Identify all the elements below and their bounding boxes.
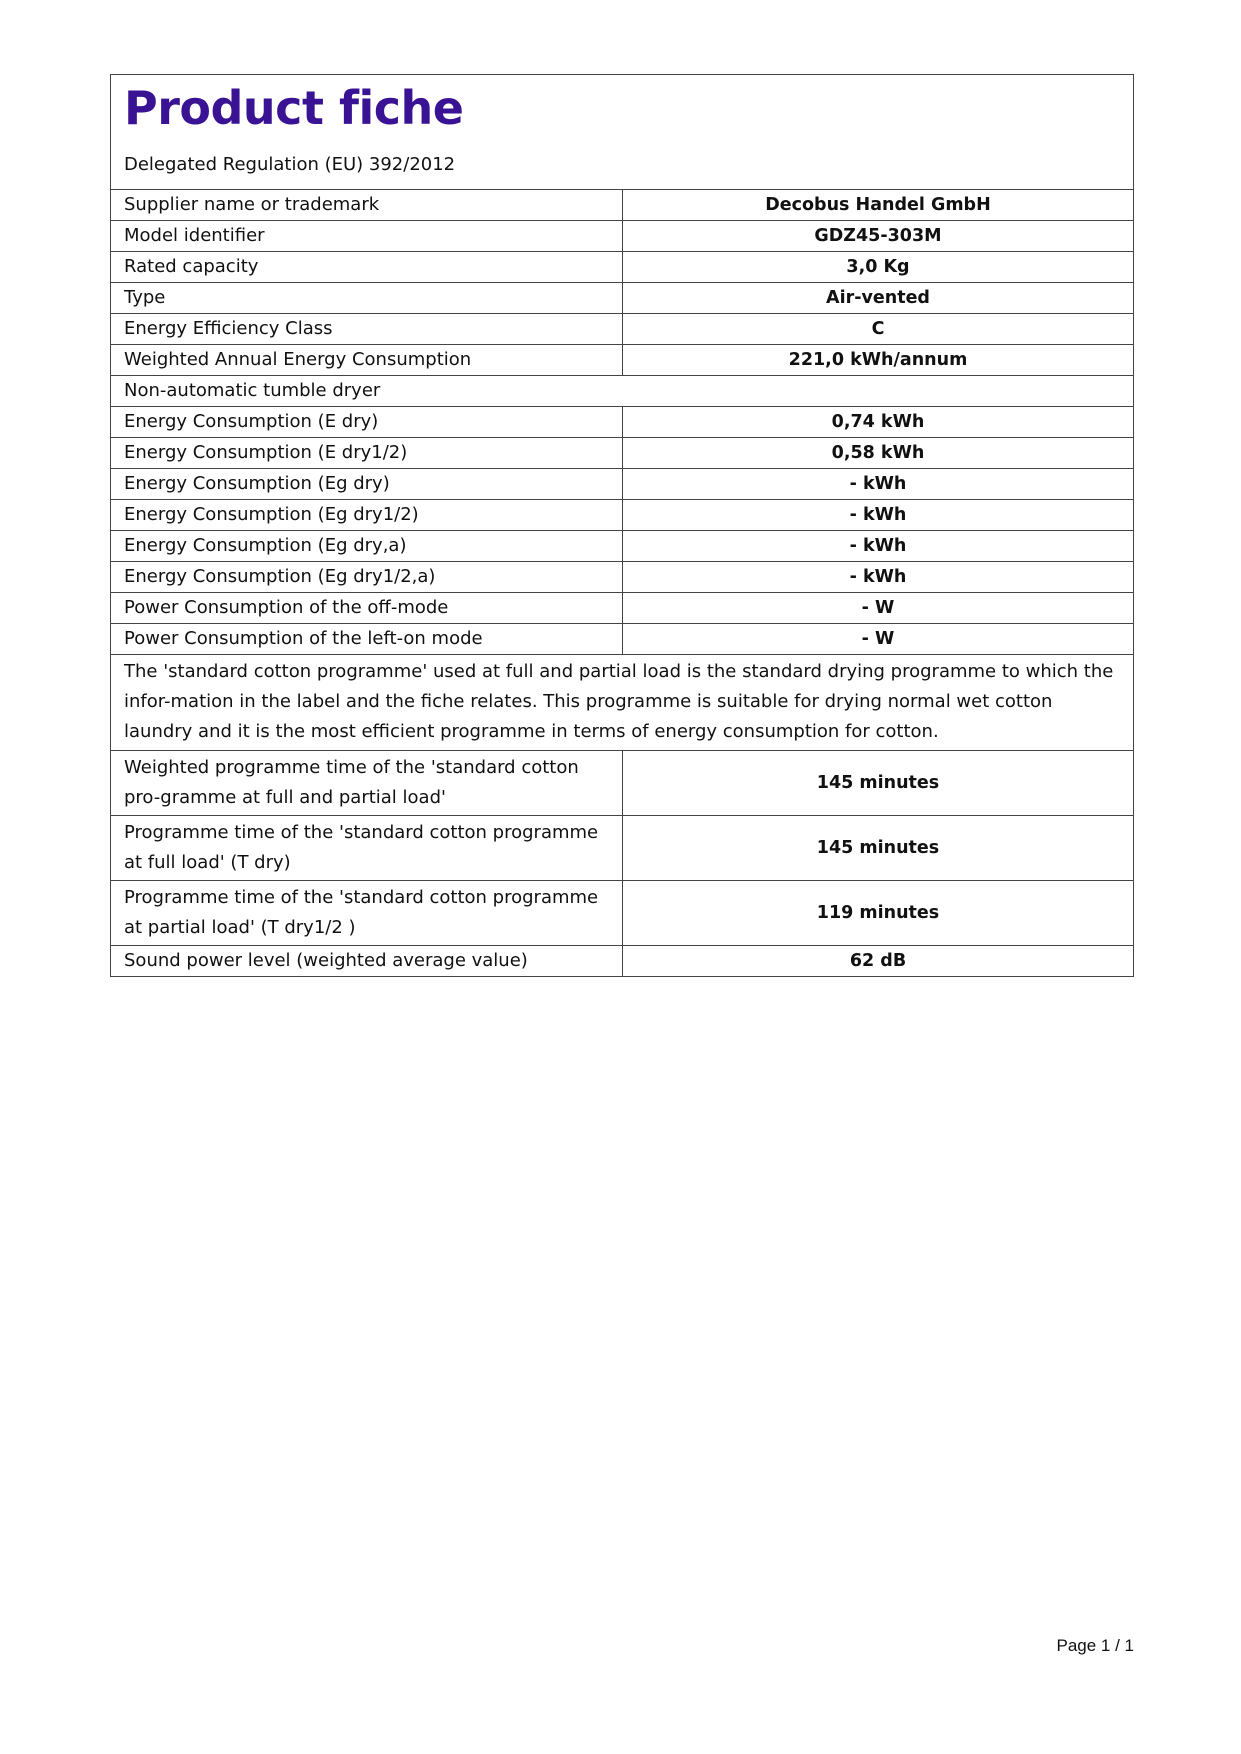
row-label: Rated capacity	[111, 252, 623, 283]
row-value: Decobus Handel GmbH	[765, 195, 991, 215]
regulation-subtitle: Delegated Regulation (EU) 392/2012	[124, 154, 456, 175]
row-label: Programme time of the 'standard cotton programme at full load' (T dry)	[111, 816, 623, 881]
row-label: Energy Consumption (Eg dry)	[111, 469, 623, 500]
row-label: Programme time of the 'standard cotton programme at partial load' (T dry1/2 )	[111, 881, 623, 946]
row-label: Power Consumption of the off-mode	[111, 593, 623, 624]
row-value: 0,58 kWh	[623, 438, 1134, 469]
table-row	[111, 751, 1133, 816]
row-value: - W	[623, 624, 1134, 655]
table-row	[111, 531, 1133, 562]
section-label: Non-automatic tumble dryer	[111, 376, 1133, 407]
row-value: 145 minutes	[623, 816, 1134, 881]
table-row	[111, 438, 1133, 469]
page-number: Page 1 / 1	[1056, 1636, 1134, 1655]
table-row-note	[111, 655, 1133, 751]
row-value: 62 dB	[623, 946, 1134, 977]
fiche-table	[111, 190, 1133, 976]
row-value: 0,74 kWh	[623, 407, 1134, 438]
row-value: - W	[623, 593, 1134, 624]
row-label: Weighted programme time of the 'standard cotton pro-gramme at full and partial load'	[111, 751, 623, 816]
table-row	[111, 816, 1133, 881]
page-title: Product fiche	[124, 81, 464, 135]
table-row-section	[111, 376, 1133, 407]
row-value: - kWh	[623, 500, 1134, 531]
table-row	[111, 593, 1133, 624]
row-label: Energy Consumption (E dry)	[111, 407, 623, 438]
table-row	[111, 500, 1133, 531]
table-row	[111, 314, 1133, 345]
row-label: Weighted Annual Energy Consumption	[111, 345, 623, 376]
row-value: 145 minutes	[623, 751, 1134, 816]
table-row	[111, 283, 1133, 314]
row-value: - kWh	[623, 469, 1134, 500]
table-row	[111, 881, 1133, 946]
table-row	[111, 624, 1133, 655]
table-row	[111, 190, 1133, 221]
table-row	[111, 946, 1133, 977]
row-value: - kWh	[623, 562, 1134, 593]
row-label: Energy Consumption (Eg dry1/2,a)	[111, 562, 623, 593]
table-row	[111, 221, 1133, 252]
product-fiche-sheet	[110, 74, 1134, 977]
row-label: Type	[111, 283, 623, 314]
table-row	[111, 562, 1133, 593]
row-label: Energy Consumption (Eg dry1/2)	[111, 500, 623, 531]
standard-programme-note: The 'standard cotton programme' used at full and partial load is the standard drying programme to which the infor-mation in the label and the fiche relates. This programme is suitable for drying normal wet cotton laundry and it is the most efficient programme in terms of energy consumption for cotton.	[111, 655, 1133, 751]
row-value: 221,0 kWh/annum	[623, 345, 1134, 376]
row-value: GDZ45-303M	[623, 221, 1134, 252]
row-label: Power Consumption of the left-on mode	[111, 624, 623, 655]
row-value: 3,0 Kg	[623, 252, 1134, 283]
row-label: Energy Consumption (E dry1/2)	[111, 438, 623, 469]
table-row	[111, 407, 1133, 438]
row-value: 119 minutes	[623, 881, 1134, 946]
table-row	[111, 345, 1133, 376]
fiche-header	[111, 75, 1133, 190]
row-value: Air-vented	[623, 283, 1134, 314]
table-row	[111, 252, 1133, 283]
row-label: Model identifier	[111, 221, 623, 252]
table-row	[111, 469, 1133, 500]
row-label: Energy Efficiency Class	[111, 314, 623, 345]
row-label: Sound power level (weighted average value)	[111, 946, 623, 977]
row-value: - kWh	[623, 531, 1134, 562]
row-value: C	[623, 314, 1134, 345]
row-label: Supplier name or trademark	[111, 190, 623, 221]
row-label: Energy Consumption (Eg dry,a)	[111, 531, 623, 562]
